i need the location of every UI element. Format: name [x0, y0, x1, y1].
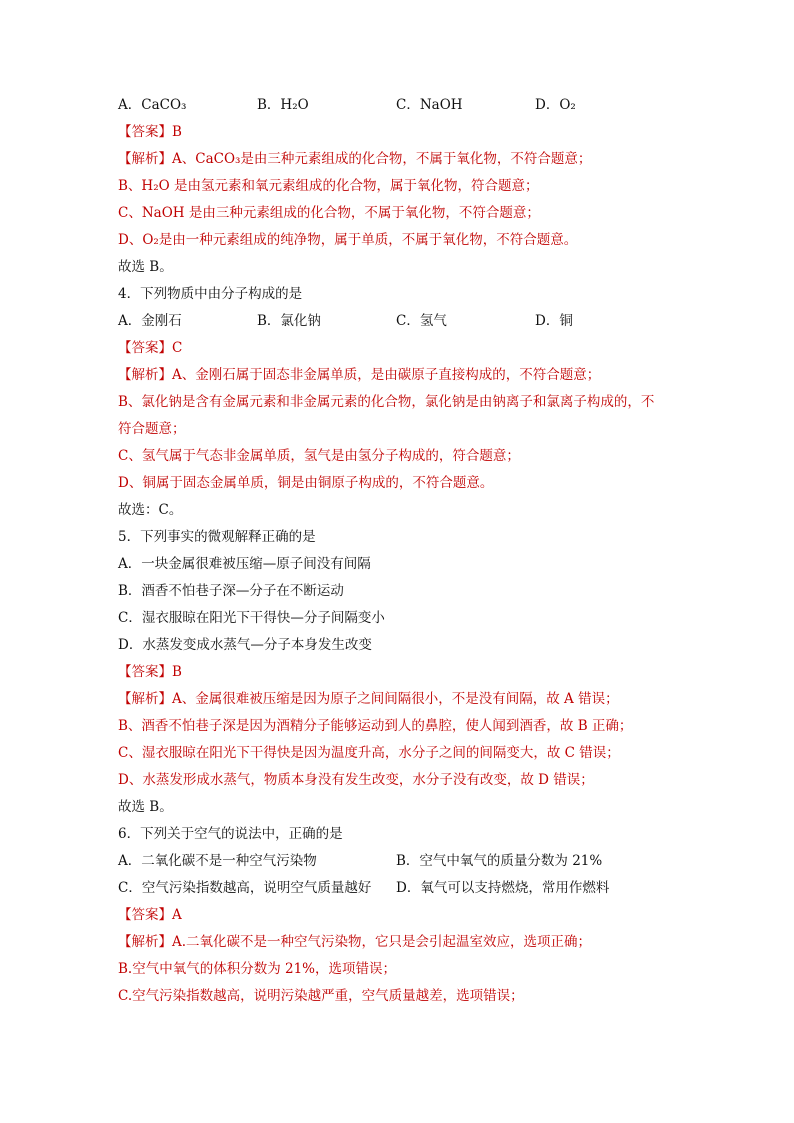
analysis-tag: 【解析】	[118, 151, 172, 167]
analysis-tag: 【解析】	[118, 367, 172, 383]
answer-value: B	[172, 124, 182, 140]
q6-answer	[118, 904, 678, 931]
answer-tag: 【答案】	[118, 124, 172, 140]
q3-answer	[118, 121, 678, 148]
answer-tag: 【答案】	[118, 340, 172, 356]
q4-conclusion: 故选：C。	[118, 502, 183, 518]
answer-tag: 【答案】	[118, 907, 172, 923]
analysis-tag: 【解析】	[118, 934, 172, 950]
q3-options	[118, 94, 678, 121]
q3-option-b: B．H₂O	[257, 97, 309, 113]
q3-option-d: D．O₂	[535, 97, 576, 113]
answer-tag: 【答案】	[118, 664, 172, 680]
q6-options-row-2	[118, 877, 678, 904]
analysis-text: A.二氧化碳不是一种空气污染物，它只是会引起温室效应，选项正确；	[172, 934, 592, 950]
q4-stem: 4．下列物质中由分子构成的是	[118, 286, 303, 302]
q4-option-c: C．氢气	[396, 313, 447, 329]
q6-option-d: D．氧气可以支持燃烧，常用作燃料	[396, 880, 610, 896]
q5-option-c: C．湿衣服晾在阳光下干得快—分子间隔变小	[118, 610, 385, 626]
q5-analysis-line: D、水蒸发形成水蒸气，物质本身没有发生改变，水分子没有改变，故 D 错误；	[118, 772, 594, 788]
q5-option-b: B．酒香不怕巷子深—分子在不断运动	[118, 583, 344, 599]
q4-option-d: D．铜	[535, 313, 573, 329]
q6-analysis-line: B.空气中氧气的体积分数为 21%，选项错误；	[118, 961, 397, 977]
q3-analysis-line: C、NaOH 是由三种元素组成的化合物，不属于氧化物，不符合题意；	[118, 205, 540, 221]
q6-option-b: B．空气中氧气的质量分数为 21%	[396, 853, 603, 869]
q3-analysis-line: B、H₂O 是由氢元素和氧元素组成的化合物，属于氧化物，符合题意；	[118, 178, 539, 194]
q6-analysis-line	[118, 931, 678, 958]
q6-options-row-1	[118, 850, 678, 877]
q5-analysis-line: C、湿衣服晾在阳光下干得快是因为温度升高，水分子之间的间隔变大，故 C 错误；	[118, 745, 620, 761]
q4-options	[118, 310, 678, 337]
analysis-text: A、金刚石属于固态非金属单质，是由碳原子直接构成的，不符合题意；	[172, 367, 601, 383]
q4-analysis-line: 符合题意；	[118, 421, 186, 437]
q5-answer	[118, 661, 678, 688]
q3-conclusion: 故选 B。	[118, 259, 173, 275]
q4-analysis-line: B、氯化钠是含有金属元素和非金属元素的化合物，氯化钠是由钠离子和氯离子构成的，不	[118, 394, 655, 410]
analysis-tag: 【解析】	[118, 691, 172, 707]
q6-option-a: A．二氧化碳不是一种空气污染物	[118, 853, 317, 869]
q6-option-c: C．空气污染指数越高，说明空气质量越好	[118, 880, 372, 896]
answer-value: B	[172, 664, 182, 680]
answer-value: A	[172, 907, 182, 923]
q3-analysis-line: D、O₂是由一种元素组成的纯净物，属于单质，不属于氧化物，不符合题意。	[118, 232, 578, 248]
answer-value: C	[172, 340, 183, 356]
q4-analysis-line	[118, 364, 678, 391]
q3-option-a: A．CaCO₃	[118, 97, 187, 113]
q6-analysis-line: C.空气污染指数越高，说明污染越严重，空气质量越差，选项错误；	[118, 988, 524, 1004]
q4-answer	[118, 337, 678, 364]
q5-conclusion: 故选 B。	[118, 799, 173, 815]
q3-analysis-line	[118, 148, 678, 175]
q4-option-a: A．金刚石	[118, 313, 182, 329]
q5-option-d: D．水蒸发变成水蒸气—分子本身发生改变	[118, 637, 372, 653]
q6-stem: 6．下列关于空气的说法中，正确的是	[118, 826, 343, 842]
q5-analysis-line: B、酒香不怕巷子深是因为酒精分子能够运动到人的鼻腔，使人闻到酒香，故 B 正确；	[118, 718, 633, 734]
q5-analysis-line	[118, 688, 678, 715]
analysis-text: A、CaCO₃是由三种元素组成的化合物，不属于氧化物，不符合题意；	[172, 151, 592, 167]
analysis-text: A、金属很难被压缩是因为原子之间间隔很小，不是没有间隔，故 A 错误；	[172, 691, 619, 707]
q3-option-c: C．NaOH	[396, 97, 463, 113]
q5-option-a: A．一块金属很难被压缩—原子间没有间隔	[118, 556, 371, 572]
q4-analysis-line: D、铜属于固态金属单质，铜是由铜原子构成的，不符合题意。	[118, 475, 494, 491]
q4-option-b: B．氯化钠	[257, 313, 321, 329]
document-page	[118, 94, 678, 1012]
q4-analysis-line: C、氢气属于气态非金属单质，氢气是由氢分子构成的，符合题意；	[118, 448, 520, 464]
q5-stem: 5．下列事实的微观解释正确的是	[118, 529, 316, 545]
